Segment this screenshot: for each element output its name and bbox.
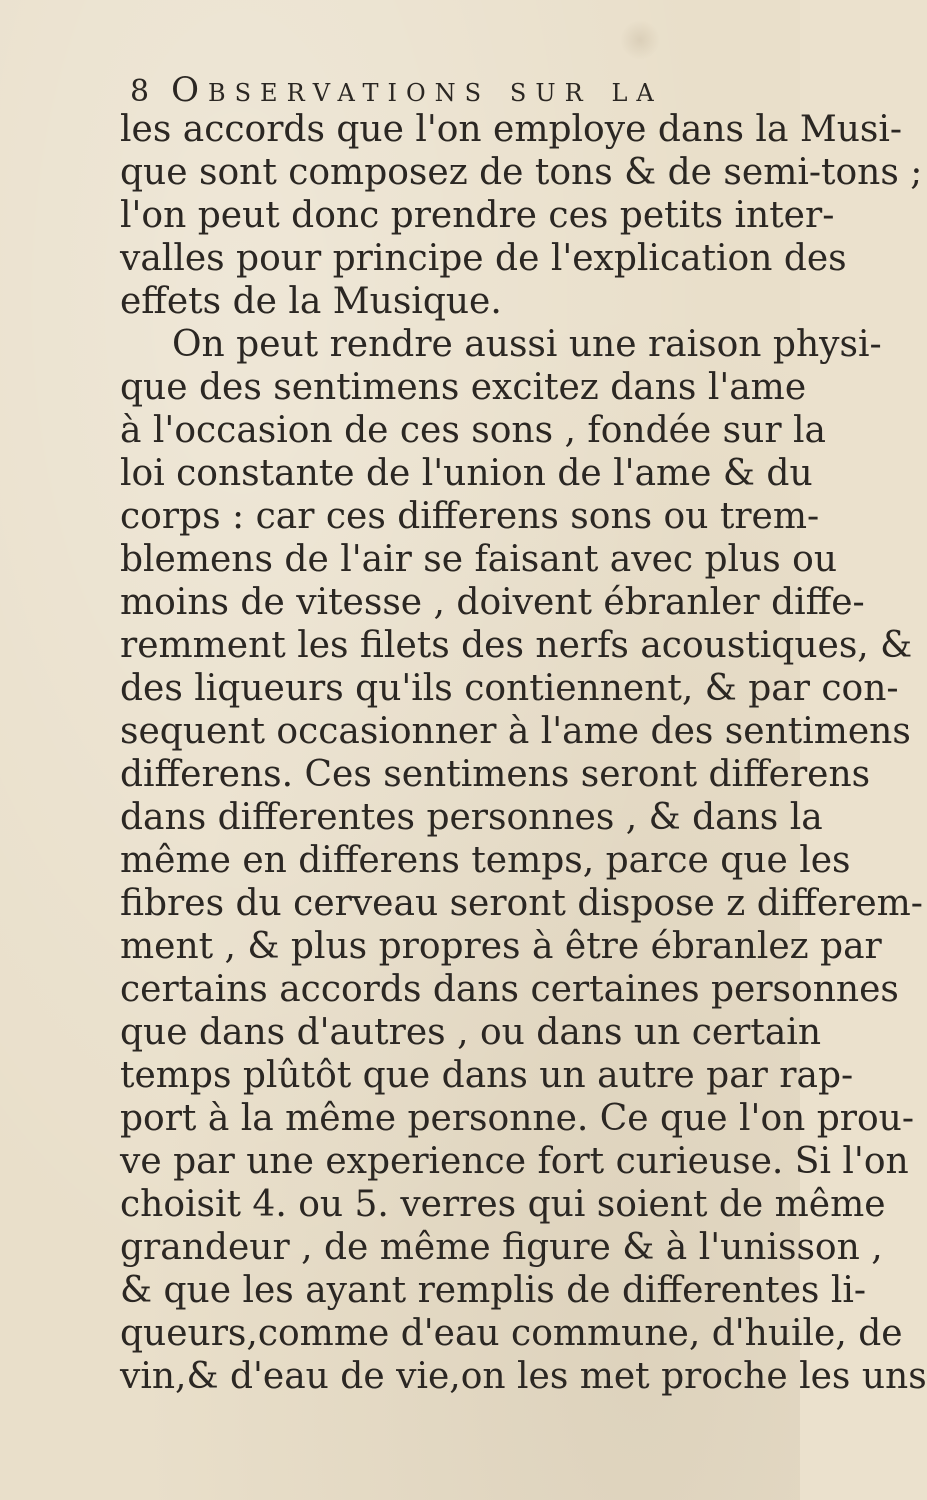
text-line: même en differens temps, parce que les [120, 840, 851, 881]
text-line: corps : car ces differens sons ou trem- [120, 496, 820, 537]
text-line: valles pour principe de l'explication des [120, 238, 847, 279]
running-head: Observations sur la [171, 70, 663, 110]
paper-stain [620, 20, 660, 60]
text-line: à l'occasion de ces sons , fondée sur la [120, 410, 826, 451]
text-line: remment les filets des nerfs acoustiques, & [120, 625, 913, 666]
text-line: loi constante de l'union de l'ame & du [120, 453, 813, 494]
text-line: temps plûtôt que dans un autre par rap- [120, 1055, 854, 1096]
text-line: grandeur , de même figure & à l'unisson , [120, 1227, 883, 1268]
page-number: 8 [130, 74, 150, 109]
text-line: ve par une experience fort curieuse. Si l'on [120, 1141, 909, 1182]
text-line: queurs,comme d'eau commune, d'huile, de [120, 1313, 903, 1354]
text-line: l'on peut donc prendre ces petits inter- [120, 195, 835, 236]
text-line: vin,& d'eau de vie,on les met proche les uns [120, 1356, 927, 1397]
text-line: que des sentimens excitez dans l'ame [120, 367, 807, 408]
text-line: des liqueurs qu'ils contiennent, & par con- [120, 668, 899, 709]
text-line: certains accords dans certaines personnes [120, 969, 899, 1010]
text-line: On peut rendre aussi une raison physi- [172, 324, 882, 365]
text-line: blemens de l'air se faisant avec plus ou [120, 539, 838, 580]
text-line: que sont composez de tons & de semi-tons ; [120, 152, 923, 193]
text-line: port à la même personne. Ce que l'on prou- [120, 1098, 915, 1139]
text-line: choisit 4. ou 5. verres qui soient de même [120, 1184, 886, 1225]
text-line: ment , & plus propres à être ébranlez par [120, 926, 882, 967]
text-line: effets de la Musique. [120, 281, 502, 322]
body-text [120, 108, 927, 1398]
text-line: les accords que l'on employe dans la Musi- [120, 109, 903, 150]
text-line: differens. Ces sentimens seront differens [120, 754, 871, 795]
text-line: sequent occasionner à l'ame des sentimens [120, 711, 911, 752]
text-line: que dans d'autres , ou dans un certain [120, 1012, 821, 1053]
text-line: dans differentes personnes , & dans la [120, 797, 823, 838]
text-line: moins de vitesse , doivent ébranler diffe- [120, 582, 865, 623]
text-line: & que les ayant remplis de differentes li- [120, 1270, 867, 1311]
text-line: fibres du cerveau seront dispose z differem- [120, 883, 923, 924]
